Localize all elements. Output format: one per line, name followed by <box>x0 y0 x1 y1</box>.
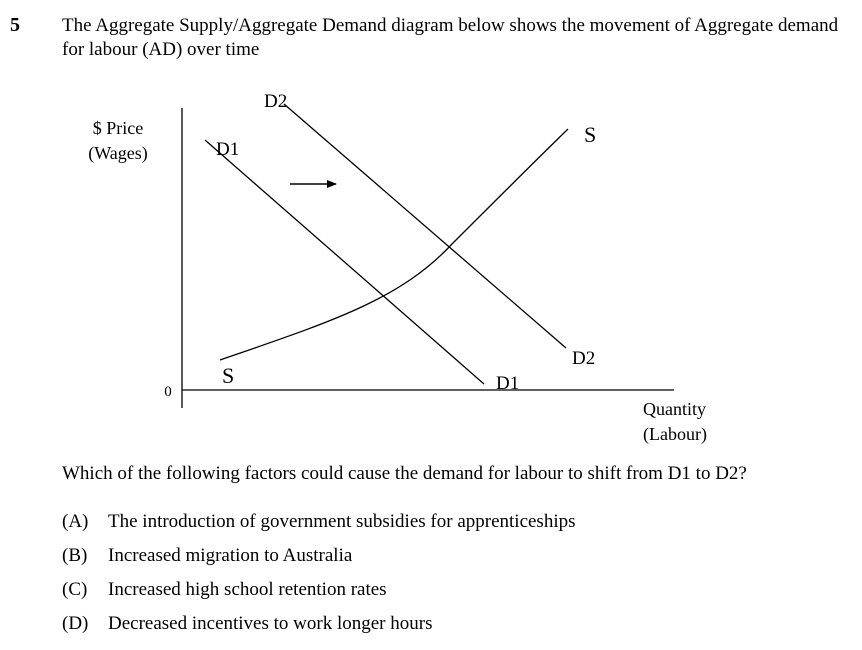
option-text: Decreased incentives to work longer hours <box>108 613 433 634</box>
option-letter: (C) <box>62 579 88 600</box>
option-c[interactable] <box>62 578 576 612</box>
s-top-label: S <box>584 122 597 147</box>
d2-top-label: D2 <box>264 91 288 112</box>
option-letter: (D) <box>62 613 89 634</box>
d2-bottom-label: D2 <box>572 348 596 369</box>
option-a[interactable] <box>62 510 576 544</box>
x-axis-label-labour: (Labour) <box>643 424 707 444</box>
option-text: Increased high school retention rates <box>108 579 387 600</box>
origin-label: 0 <box>164 384 172 400</box>
y-axis-label-price: $ Price <box>92 118 144 138</box>
option-text: The introduction of government subsidies for apprenticeships <box>108 511 576 532</box>
question-prompt: Which of the following factors could cause the demand for labour to shift from D1 to D2? <box>62 463 747 484</box>
d1-top-label: D1 <box>216 139 240 160</box>
option-d[interactable] <box>62 612 576 646</box>
supply-curve-s <box>220 129 568 360</box>
option-text: Increased migration to Australia <box>108 545 353 566</box>
demand-curve-d2 <box>284 104 566 348</box>
option-letter: (B) <box>62 545 88 566</box>
d1-bottom-label: D1 <box>496 373 520 394</box>
answer-options <box>62 510 576 646</box>
question-number: 5 <box>10 14 20 36</box>
x-axis-label-quantity: Quantity <box>643 399 706 419</box>
option-letter: (A) <box>62 511 89 532</box>
question-stem: The Aggregate Supply/Aggregate Demand diagram below shows the movement of Aggregate demand for labour (AD) over time <box>62 15 839 60</box>
option-b[interactable] <box>62 544 576 578</box>
demand-curve-d1 <box>205 140 484 384</box>
s-bottom-label: S <box>222 363 235 388</box>
y-axis-label-wages: (Wages) <box>88 143 148 163</box>
